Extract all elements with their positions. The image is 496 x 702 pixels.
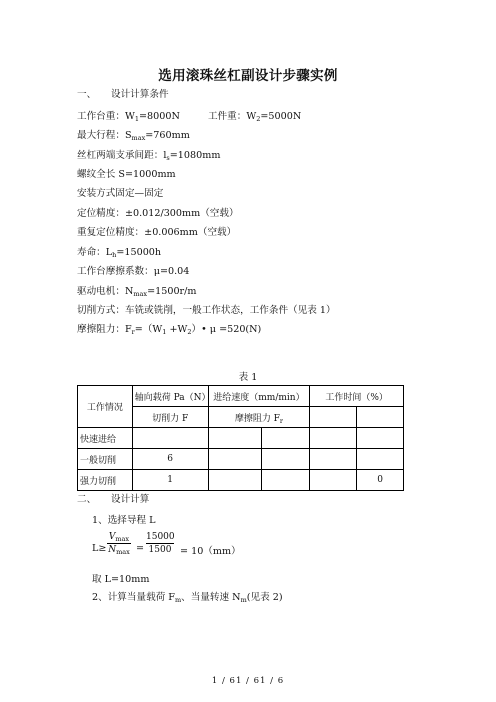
header-friction-resistance bbox=[208, 407, 310, 428]
table-cell bbox=[262, 428, 310, 449]
subscript: max bbox=[131, 134, 146, 142]
work-conditions-table bbox=[77, 385, 404, 491]
table-header-row bbox=[78, 386, 404, 407]
page-footer: 1 / 61 / 61 / 6 bbox=[211, 676, 285, 686]
section-title: 设计计算条件 bbox=[111, 89, 169, 100]
table-row bbox=[78, 449, 404, 470]
text: +W bbox=[166, 324, 188, 335]
step-2-heading bbox=[92, 592, 283, 604]
header-work-condition: 工作情况 bbox=[78, 386, 133, 428]
subscript: h bbox=[112, 251, 117, 259]
table-cell: 0 bbox=[357, 470, 404, 491]
text: 2、计算当量载荷 F bbox=[92, 592, 175, 603]
param-life bbox=[77, 247, 161, 259]
symbol: V bbox=[108, 532, 116, 542]
param-drive-motor bbox=[77, 286, 196, 298]
param-friction-resistance bbox=[77, 324, 261, 336]
numerator: 15000 bbox=[146, 532, 175, 542]
work-weight-label: 工件重：W bbox=[207, 111, 257, 122]
numerator bbox=[107, 531, 131, 543]
header-cutting-force: 切削力 F bbox=[132, 407, 208, 428]
label: 摩擦阻力 F bbox=[234, 413, 280, 424]
table-cell bbox=[262, 470, 310, 491]
subscript: 2 bbox=[256, 115, 261, 123]
lead-choice: 取 L=10mm bbox=[92, 574, 150, 585]
subscript: max bbox=[116, 548, 130, 556]
subscript: m bbox=[240, 596, 247, 604]
subscript: r bbox=[131, 328, 135, 336]
symbol: N bbox=[108, 545, 117, 555]
label: 丝杠两端支承间距：l bbox=[77, 150, 167, 161]
table-caption: 表 1 bbox=[238, 372, 258, 383]
header-axial-load: 轴向载荷 Pa（N） bbox=[132, 386, 208, 407]
table-cell: 1 bbox=[132, 470, 208, 491]
subscript: s bbox=[166, 154, 170, 162]
subscript: 1 bbox=[162, 328, 167, 336]
table-row bbox=[78, 428, 404, 449]
formula-result: = 10（mm） bbox=[180, 546, 241, 557]
param-thread-length: 螺纹全长 S=1000mm bbox=[77, 169, 176, 180]
value: =760mm bbox=[145, 130, 190, 141]
param-positioning-accuracy: 定位精度：±0.012/300mm（空载） bbox=[77, 208, 239, 219]
row-label: 快速进给 bbox=[78, 428, 133, 449]
table-cell bbox=[310, 428, 357, 449]
label: 寿命：L bbox=[77, 247, 113, 258]
param-support-span bbox=[77, 150, 220, 162]
denominator: 1500 bbox=[148, 545, 172, 555]
row-label: 一般切削 bbox=[78, 449, 133, 470]
table-cell bbox=[208, 449, 262, 470]
section-heading-2 bbox=[77, 494, 149, 506]
section-number: 二、 bbox=[77, 494, 97, 505]
text: ）• μ =520(N) bbox=[191, 324, 262, 335]
subscript: r bbox=[279, 416, 284, 425]
empty-cell bbox=[310, 407, 357, 428]
param-repeat-accuracy: 重复定位精度：±0.006mm（空载） bbox=[77, 227, 237, 238]
param-cutting-mode: 切削方式：车铣或铣削，一般工作状态，工作条件（见表 1） bbox=[77, 305, 336, 316]
table-cell bbox=[208, 428, 262, 449]
subscript: 1 bbox=[134, 115, 139, 123]
text: 、当量转速 N bbox=[181, 592, 241, 603]
table-cell bbox=[208, 470, 262, 491]
value: =1500r/m bbox=[147, 286, 197, 297]
table-cell bbox=[310, 449, 357, 470]
subscript: max bbox=[115, 535, 130, 543]
table-cell: 6 bbox=[132, 449, 208, 470]
table-cell bbox=[357, 449, 404, 470]
table-cell bbox=[262, 449, 310, 470]
table-cell bbox=[132, 428, 208, 449]
section-number: 一、 bbox=[77, 89, 97, 100]
value: =15000h bbox=[116, 247, 162, 258]
value: =1080mm bbox=[169, 150, 221, 161]
table-row bbox=[78, 470, 404, 491]
param-max-stroke bbox=[77, 130, 190, 142]
table-weight-label: 工作台重：W bbox=[77, 111, 135, 122]
header-feed-speed: 进给速度（mm/min） bbox=[208, 386, 310, 407]
text: =（W bbox=[134, 324, 163, 335]
row-label: 强力切削 bbox=[78, 470, 133, 491]
table-cell bbox=[357, 428, 404, 449]
work-weight-value: =5000N bbox=[260, 111, 302, 122]
formula-lhs: L≥ bbox=[92, 543, 107, 554]
label: 最大行程：S bbox=[77, 130, 132, 141]
section-title: 设计计算 bbox=[111, 494, 150, 505]
section-heading-1 bbox=[77, 89, 169, 101]
empty-cell bbox=[357, 407, 404, 428]
text: (见表 2) bbox=[246, 592, 283, 603]
table-weight-value: =8000N bbox=[138, 111, 180, 122]
header-work-time: 工作时间（%） bbox=[310, 386, 404, 407]
param-friction-coef: 工作台摩擦系数：μ=0.04 bbox=[77, 266, 190, 277]
label: 驱动电机：N bbox=[77, 286, 134, 297]
label: 摩擦阻力：F bbox=[77, 324, 132, 335]
step-1-heading: 1、选择导程 L bbox=[92, 515, 156, 526]
formula-equals: = bbox=[136, 543, 145, 554]
denominator bbox=[107, 544, 131, 556]
param-mounting: 安装方式固定—固定 bbox=[77, 188, 164, 199]
formula-numeric-fraction bbox=[146, 531, 174, 556]
formula-symbolic-fraction bbox=[107, 531, 131, 556]
subscript: 2 bbox=[187, 328, 192, 336]
param-weights bbox=[77, 111, 301, 123]
subscript: m bbox=[174, 596, 182, 604]
document-title: 选用滚珠丝杠副设计步骤实例 bbox=[158, 68, 338, 84]
subscript: max bbox=[133, 290, 148, 298]
table-cell bbox=[310, 470, 357, 491]
lead-formula bbox=[92, 530, 292, 566]
